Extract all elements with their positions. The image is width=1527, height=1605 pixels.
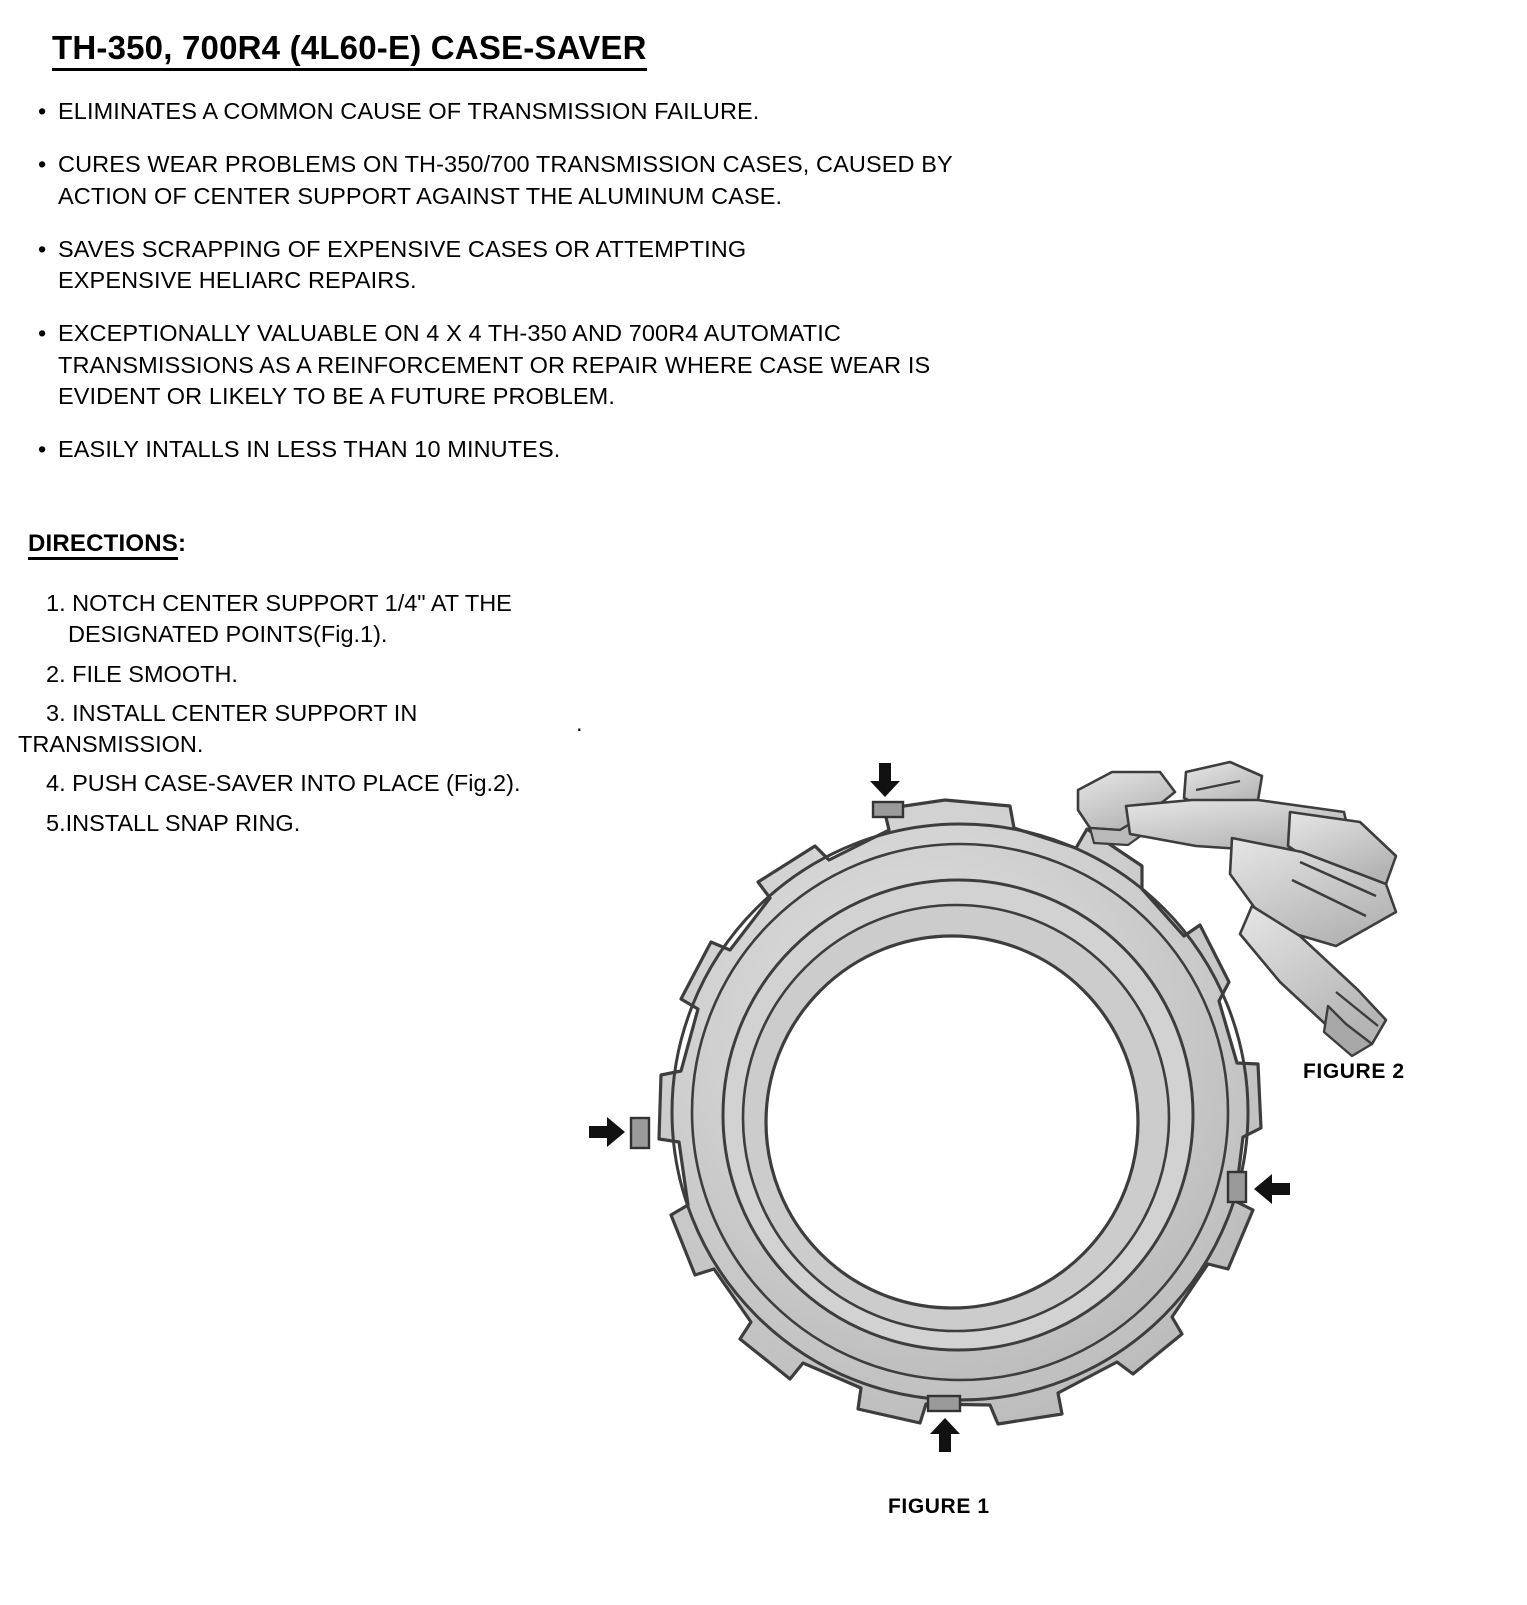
part-lower-tail (1240, 906, 1386, 1044)
step-line: 4. PUSH CASE-SAVER INTO PLACE (Fig.2). (46, 770, 521, 797)
arrow-up-icon (930, 1418, 960, 1452)
directions-heading-colon: : (178, 530, 187, 557)
step-line: TRANSMISSION. (18, 731, 204, 757)
part-main-body (1230, 838, 1396, 946)
arrow-left-icon (1254, 1174, 1290, 1204)
list-item (30, 318, 1150, 412)
part-center-bar (1126, 800, 1350, 852)
bullet-icon: • (38, 320, 47, 347)
step-line: 3. INSTALL CENTER SUPPORT IN (46, 699, 418, 726)
directions-heading (28, 530, 186, 558)
part-rail-groove-2 (1292, 880, 1366, 916)
list-item (0, 768, 720, 799)
directions-step-list (0, 588, 720, 847)
step-line: 5.INSTALL SNAP RING. (46, 809, 301, 836)
list-item-line: ELIMINATES A COMMON CAUSE OF TRANSMISSION FAILURE. (58, 98, 760, 124)
list-item-line: CURES WEAR PROBLEMS ON TH-350/700 TRANSMISSION CASES, CAUSED BY (58, 151, 953, 178)
figure-1-caption: FIGURE 1 (888, 1495, 990, 1518)
list-item-line: TRANSMISSIONS AS A REINFORCEMENT OR REPAIR WHERE CASE WEAR IS (58, 351, 931, 378)
page-title: TH-350, 700R4 (4L60-E) CASE-SAVER (52, 30, 647, 71)
notch-mark-right (1228, 1172, 1246, 1202)
figure-1-ring-illustration (589, 763, 1290, 1452)
part-tail-tip (1324, 1006, 1372, 1056)
part-top-boss (1184, 762, 1262, 812)
notch-mark-bottom (928, 1396, 960, 1411)
list-item (0, 588, 720, 651)
ring-ridge-outer (672, 824, 1248, 1400)
part-right-arm (1288, 812, 1396, 884)
list-item-line: EXPENSIVE HELIARC REPAIRS. (58, 267, 417, 293)
list-item (0, 698, 720, 761)
part-rail-groove-1 (1300, 862, 1376, 896)
notch-indicator-arrows (589, 763, 1290, 1452)
list-item (30, 434, 1150, 465)
bullet-icon: • (38, 436, 47, 462)
list-item-line: EVIDENT OR LIKELY TO BE A FUTURE PROBLEM. (58, 382, 615, 409)
part-left-wing-edge (1090, 812, 1160, 845)
notch-mark-left (631, 1118, 649, 1148)
list-item-line: ACTION OF CENTER SUPPORT AGAINST THE ALUMINUM CASE. (58, 182, 783, 209)
step-line: 1. NOTCH CENTER SUPPORT 1/4" AT THE (46, 590, 512, 616)
stray-punctuation-mark: . (576, 710, 583, 736)
part-tail-edge (1336, 992, 1378, 1026)
list-item (30, 234, 1150, 297)
arrow-right-icon (589, 1117, 625, 1147)
directions-heading-text: DIRECTIONS (28, 530, 178, 560)
figure-2-case-saver-illustration (1078, 762, 1396, 1056)
bullet-icon: • (38, 235, 47, 262)
bullet-icon: • (38, 98, 47, 124)
bullet-icon: • (38, 151, 47, 178)
list-item (30, 149, 1150, 212)
step-line: 2. FILE SMOOTH. (46, 660, 238, 687)
part-left-wing (1078, 772, 1175, 830)
ring-ridge-fourth (743, 905, 1169, 1331)
list-item-line: EXCEPTIONALLY VALUABLE ON 4 X 4 TH-350 AND 700R4 AUTOMATIC (58, 320, 841, 347)
list-item-line: SAVES SCRAPPING OF EXPENSIVE CASES OR ATTEMPTING (58, 235, 747, 262)
step-line: DESIGNATED POINTS(Fig.1). (68, 621, 388, 648)
list-item-line: EASILY INTALLS IN LESS THAN 10 MINUTES. (58, 436, 561, 462)
ring-inner-bore (766, 936, 1138, 1308)
ring-outer-splines (659, 800, 1261, 1424)
figure-2-caption: FIGURE 2 (1303, 1060, 1405, 1083)
ring-ridge-third (723, 880, 1193, 1350)
arrow-down-icon (870, 763, 900, 797)
ring-ridge-second (692, 844, 1228, 1380)
list-item (0, 659, 720, 690)
list-item (0, 808, 720, 839)
feature-list (30, 96, 1150, 487)
part-top-boss-detail (1196, 781, 1240, 790)
list-item (30, 96, 1150, 127)
notch-mark-top (873, 802, 903, 817)
